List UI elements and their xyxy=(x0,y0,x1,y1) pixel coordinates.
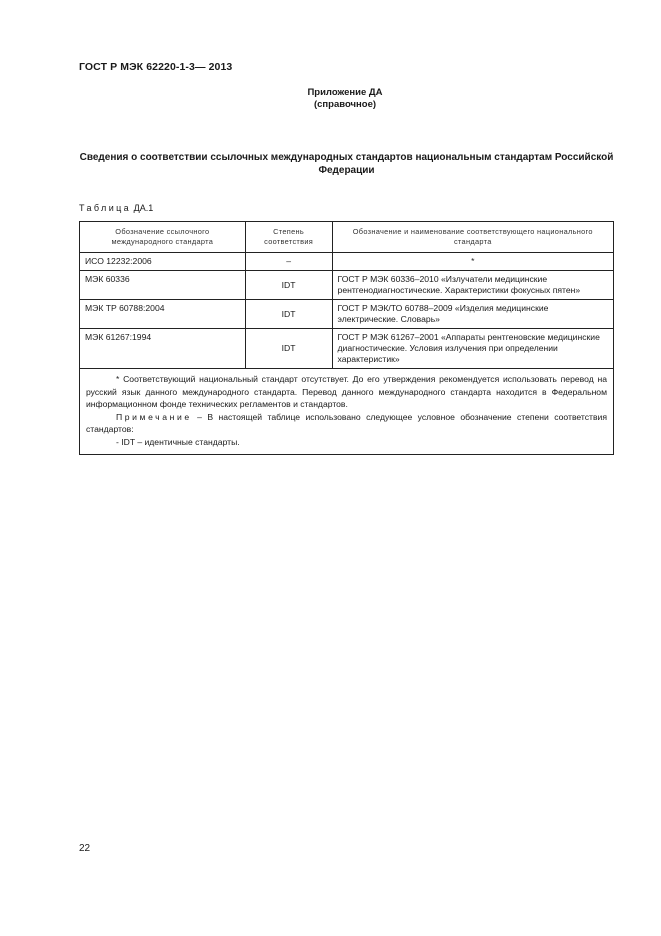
footnote: * Соответствующий национальный стандарт отсутствует. До его утверждения рекомендуется использовать перевод на русский язык данного международного стандарта. Перевод данного международного стандарта находится в Федеральном информационном фонде технических регламентов и стандартов. xyxy=(86,374,607,409)
table-caption-id: ДА.1 xyxy=(133,203,154,213)
cell-national: ГОСТ Р МЭК 60336–2010 «Излучатели медицинские рентгенодиагностические. Характеристики фокусных пятен» xyxy=(332,271,613,300)
cell-degree: IDT xyxy=(245,329,332,369)
table-caption xyxy=(79,203,153,213)
table-row xyxy=(80,300,614,329)
table-notes xyxy=(80,369,614,455)
cell-international: МЭК 61267:1994 xyxy=(80,329,246,369)
note-item: - IDT – идентичные стандарты. xyxy=(116,436,240,447)
cell-national: ГОСТ Р МЭК/ТО 60788–2009 «Изделия медицинские электрические. Словарь» xyxy=(332,300,613,329)
cell-degree: IDT xyxy=(245,271,332,300)
table-row xyxy=(80,329,614,369)
page-number: 22 xyxy=(79,843,91,854)
table-row xyxy=(80,271,614,300)
cell-national: * xyxy=(332,253,613,271)
table-row xyxy=(80,253,614,271)
table-notes-row xyxy=(80,369,614,455)
cell-international: МЭК ТР 60788:2004 xyxy=(80,300,246,329)
column-header-national: Обозначение и наименование соответствующего национального стандарта xyxy=(332,222,613,253)
table-header-row xyxy=(80,222,614,253)
column-header-degree: Степень соответствия xyxy=(245,222,332,253)
note-label: Примечание xyxy=(116,411,192,422)
column-header-international: Обозначение ссылочного международного стандарта xyxy=(80,222,246,253)
cell-national: ГОСТ Р МЭК 61267–2001 «Аппараты рентгеновские медицинские диагностические. Условия излучения при определении характеристик» xyxy=(332,329,613,369)
cell-international: МЭК 60336 xyxy=(80,271,246,300)
appendix-heading xyxy=(0,87,661,111)
correspondence-table xyxy=(79,221,614,455)
standard-code: ГОСТ Р МЭК 62220-1-3— 2013 xyxy=(79,61,233,73)
section-title: Сведения о соответствии ссылочных международных стандартов национальным стандартам Российской Федерации xyxy=(79,152,614,176)
appendix-subtitle: (справочное) xyxy=(313,99,377,110)
note xyxy=(86,411,607,436)
table-caption-prefix: Таблица xyxy=(79,203,132,213)
appendix-title: Приложение ДА xyxy=(307,87,383,98)
cell-degree: IDT xyxy=(245,300,332,329)
cell-degree: – xyxy=(245,253,332,271)
note-text: – В настоящей таблице использовано следующее условное обозначение степени соответствия стандартов: xyxy=(86,411,608,434)
cell-international: ИСО 12232:2006 xyxy=(80,253,246,271)
